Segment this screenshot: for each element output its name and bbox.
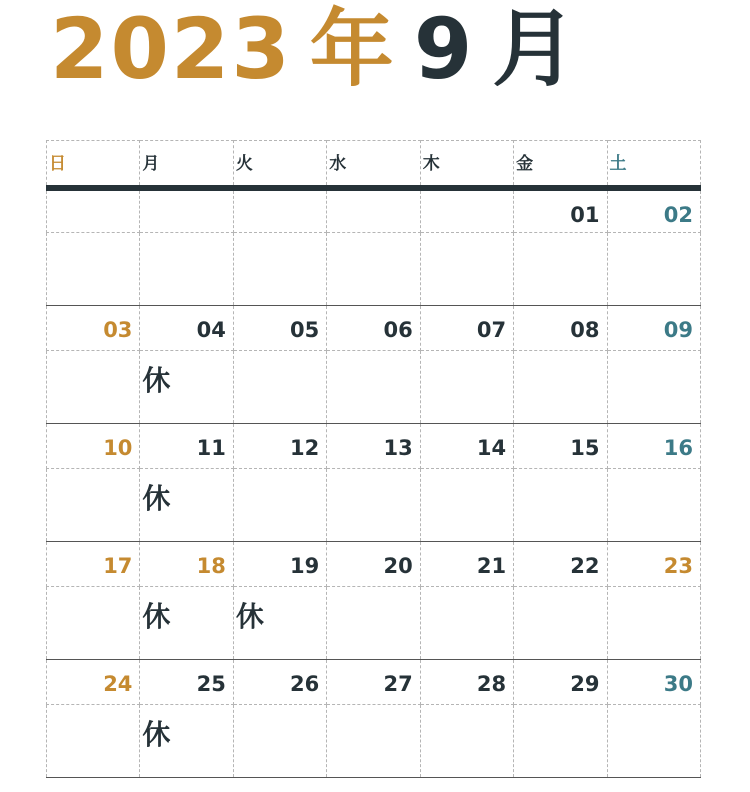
note-cell [607, 351, 700, 424]
note-cell [327, 705, 420, 778]
day-cell: 16 [607, 424, 700, 469]
note-cell [233, 469, 326, 542]
calendar-title [50, 0, 596, 98]
day-cell: 11 [140, 424, 233, 469]
day-cell [233, 188, 326, 233]
note-cell [327, 469, 420, 542]
note-cell [420, 705, 513, 778]
week-4-dates [47, 542, 701, 587]
day-cell: 24 [47, 660, 140, 705]
day-cell: 29 [514, 660, 607, 705]
day-cell: 03 [47, 306, 140, 351]
weekday-mon: 月 [140, 141, 233, 188]
note-cell: 休 [140, 469, 233, 542]
day-cell: 02 [607, 188, 700, 233]
day-cell: 15 [514, 424, 607, 469]
day-cell: 22 [514, 542, 607, 587]
day-cell: 14 [420, 424, 513, 469]
note-cell [514, 705, 607, 778]
day-cell: 26 [233, 660, 326, 705]
day-cell: 27 [327, 660, 420, 705]
day-cell [140, 188, 233, 233]
day-cell: 09 [607, 306, 700, 351]
day-cell: 05 [233, 306, 326, 351]
week-3-notes [47, 469, 701, 542]
day-cell: 25 [140, 660, 233, 705]
note-cell [140, 233, 233, 306]
month-unit: 月 [492, 0, 579, 98]
calendar-table [46, 140, 701, 778]
note-cell [607, 705, 700, 778]
note-cell [420, 469, 513, 542]
note-cell [514, 469, 607, 542]
week-1-dates [47, 188, 701, 233]
day-cell: 12 [233, 424, 326, 469]
note-cell [514, 233, 607, 306]
weekday-sat: 土 [607, 141, 700, 188]
note-cell [327, 587, 420, 660]
day-cell: 21 [420, 542, 513, 587]
week-1-notes [47, 233, 701, 306]
year-number: 2023 [50, 0, 292, 98]
note-cell [607, 587, 700, 660]
day-cell [327, 188, 420, 233]
day-cell: 20 [327, 542, 420, 587]
weekday-header-row [47, 141, 701, 188]
day-cell: 06 [327, 306, 420, 351]
note-cell [233, 233, 326, 306]
note-cell [233, 351, 326, 424]
day-cell: 17 [47, 542, 140, 587]
note-cell [607, 233, 700, 306]
day-cell: 01 [514, 188, 607, 233]
note-cell [47, 233, 140, 306]
week-5-dates [47, 660, 701, 705]
note-cell [327, 233, 420, 306]
day-cell: 07 [420, 306, 513, 351]
note-cell [47, 587, 140, 660]
weekday-sun: 日 [47, 141, 140, 188]
day-cell: 19 [233, 542, 326, 587]
month-number: 9 [413, 0, 475, 98]
note-cell: 休 [140, 351, 233, 424]
weekday-thu: 木 [420, 141, 513, 188]
note-cell [47, 705, 140, 778]
day-cell: 08 [514, 306, 607, 351]
day-cell [420, 188, 513, 233]
day-cell: 28 [420, 660, 513, 705]
note-cell [47, 351, 140, 424]
week-2-notes [47, 351, 701, 424]
note-cell [420, 233, 513, 306]
note-cell: 休 [233, 587, 326, 660]
week-5-notes [47, 705, 701, 778]
note-cell: 休 [140, 705, 233, 778]
day-cell: 23 [607, 542, 700, 587]
note-cell [233, 705, 326, 778]
note-cell [607, 469, 700, 542]
note-cell [514, 351, 607, 424]
weekday-fri: 金 [514, 141, 607, 188]
day-cell: 10 [47, 424, 140, 469]
week-3-dates [47, 424, 701, 469]
calendar-grid [46, 140, 701, 778]
year-unit: 年 [309, 0, 396, 98]
weekday-wed: 水 [327, 141, 420, 188]
note-cell: 休 [140, 587, 233, 660]
day-cell: 30 [607, 660, 700, 705]
day-cell: 13 [327, 424, 420, 469]
weekday-tue: 火 [233, 141, 326, 188]
note-cell [420, 351, 513, 424]
note-cell [420, 587, 513, 660]
note-cell [47, 469, 140, 542]
day-cell: 04 [140, 306, 233, 351]
note-cell [514, 587, 607, 660]
week-4-notes [47, 587, 701, 660]
day-cell [47, 188, 140, 233]
day-cell: 18 [140, 542, 233, 587]
note-cell [327, 351, 420, 424]
week-2-dates [47, 306, 701, 351]
